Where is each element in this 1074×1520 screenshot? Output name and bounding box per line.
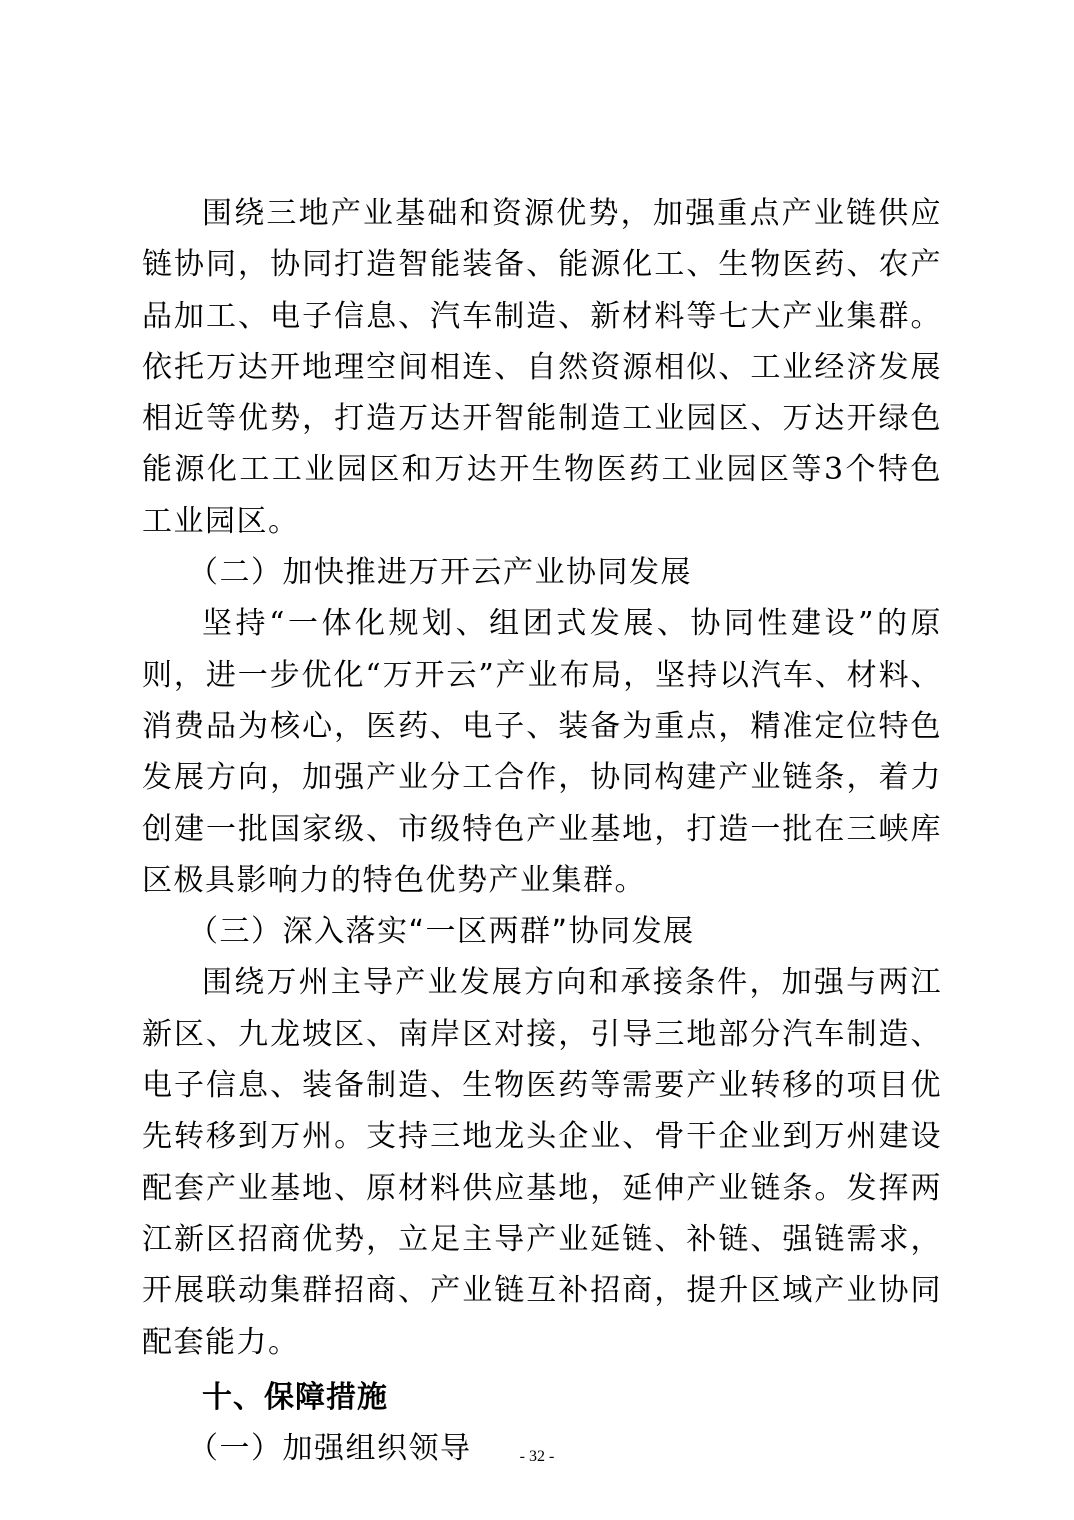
- page-number: - 32 -: [519, 1448, 555, 1465]
- document-body: [142, 188, 942, 1474]
- paragraph-one-district-two-groups: 围绕万州主导产业发展方向和承接条件，加强与两江新区、九龙坡区、南岸区对接，引导三地部分汽车制造、电子信息、装备制造、生物医药等需要产业转移的项目优先转移到万州。支持三地龙头企业、骨干企业到万州建设配套产业基地、原材料供应基地，延伸产业链条。发挥两江新区招商优势，立足主导产业延链、补链、强链需求，开展联动集群招商、产业链互补招商，提升区域产业协同配套能力。: [142, 965, 942, 1360]
- subheading-organization-leadership: （一）加强组织领导: [188, 1431, 472, 1467]
- paragraph-industry-clusters: 围绕三地产业基础和资源优势，加强重点产业链供应链协同，协同打造智能装备、能源化工、生物医药、农产品加工、电子信息、汽车制造、新材料等七大产业集群。依托万达开地理空间相连、自然资源相似、工业经济发展相近等优势，打造万达开智能制造工业园区、万达开绿色能源化工工业园区和万达开生物医药工业园区等3个特色工业园区。: [142, 196, 942, 539]
- paragraph-wankaiyun: 坚持“一体化规划、组团式发展、协同性建设”的原则，进一步优化“万开云”产业布局，坚持以汽车、材料、消费品为核心，医药、电子、装备为重点，精准定位特色发展方向，加强产业分工合作，协同构建产业链条，着力创建一批国家级、市级特色产业基地，打造一批在三峡库区极具影响力的特色优势产业集群。: [142, 606, 942, 898]
- subheading-wankaiyun: （二）加快推进万开云产业协同发展: [188, 555, 692, 591]
- section-heading-safeguards: 十、保障措施: [202, 1379, 388, 1415]
- subheading-one-district-two-groups: （三）深入落实“一区两群”协同发展: [188, 914, 695, 950]
